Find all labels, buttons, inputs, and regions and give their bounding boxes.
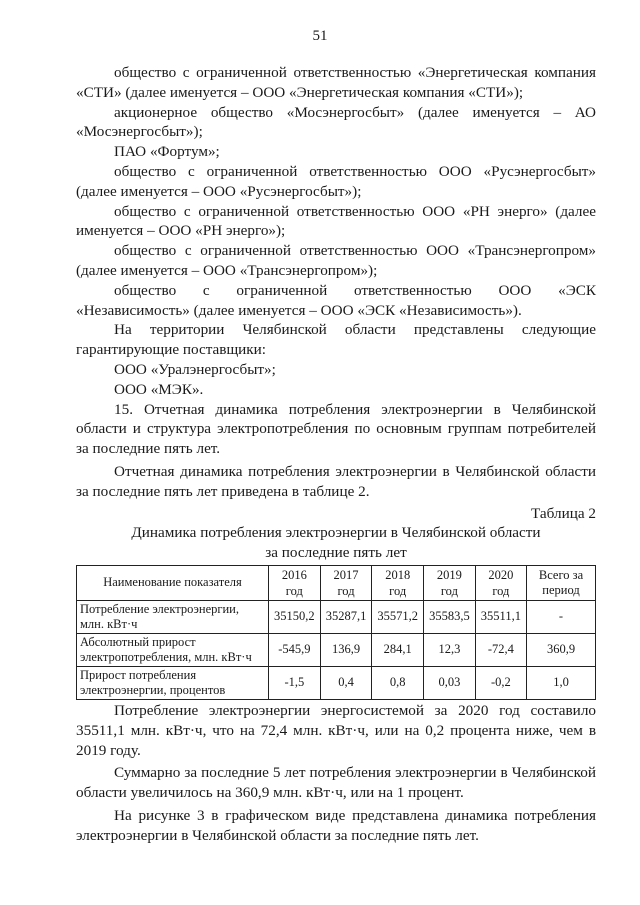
document-body xyxy=(76,63,596,846)
header-year-unit: год xyxy=(440,583,458,598)
header-year-value: 2017 xyxy=(333,567,359,582)
header-year-unit: год xyxy=(389,583,407,598)
table-header-row xyxy=(77,565,596,600)
consumption-table xyxy=(76,565,596,700)
header-year-value: 2018 xyxy=(385,567,411,582)
header-year-unit: год xyxy=(285,583,303,598)
table-cell: 35287,1 xyxy=(320,600,372,633)
paragraph: общество с ограниченной ответственностью ООО «ЭСК «Независимость» (далее именуется – ООО «ЭСК «Независимость»). xyxy=(76,281,596,319)
paragraph: Суммарно за последние 5 лет потребления электроэнергии в Челябинской области увеличилось на 360,9 млн. кВт·ч, или на 1 процент. xyxy=(76,764,596,802)
header-year-value: 2019 xyxy=(436,567,462,582)
page-number: 51 xyxy=(312,28,328,44)
table-cell: 284,1 xyxy=(372,633,424,666)
header-year-unit: год xyxy=(337,583,355,598)
table-cell: -545,9 xyxy=(269,633,321,666)
table-cell: -0,2 xyxy=(475,666,526,699)
paragraph: Потребление электроэнергии энергосистемой за 2020 год составило 35511,1 млн. кВт·ч, что на 72,4 млн. кВт·ч, или на 0,2 процента ниже, чем в 2019 году. xyxy=(76,701,596,759)
header-year xyxy=(372,565,424,600)
table-title: Динамика потребления электроэнергии в Челябинской области xyxy=(131,524,541,542)
table-cell: 35150,2 xyxy=(269,600,321,633)
paragraph: На территории Челябинской области представлены следующие гарантирующие поставщики: xyxy=(76,321,596,359)
paragraph: ПАО «Фортум»; xyxy=(114,143,220,161)
table-cell: 136,9 xyxy=(320,633,372,666)
table-cell: 0,4 xyxy=(320,666,372,699)
paragraph: ООО «МЭК». xyxy=(114,380,204,398)
table-cell: 0,8 xyxy=(372,666,424,699)
paragraph: ООО «Уралэнергосбыт»; xyxy=(114,360,276,378)
header-year xyxy=(424,565,476,600)
table-cell: 35583,5 xyxy=(424,600,476,633)
header-year-value: 2016 xyxy=(281,567,307,582)
table-cell-total: 360,9 xyxy=(527,633,596,666)
table-subtitle: за последние пять лет xyxy=(265,544,407,562)
paragraph: акционерное общество «Мосэнергосбыт» (далее именуется – АО «Мосэнергосбыт»); xyxy=(76,103,596,141)
table-cell: -1,5 xyxy=(269,666,321,699)
table-cell-total: - xyxy=(527,600,596,633)
table-row xyxy=(77,633,596,666)
table-cell-total: 1,0 xyxy=(527,666,596,699)
table-row xyxy=(77,600,596,633)
table-cell: 35511,1 xyxy=(475,600,526,633)
paragraph: общество с ограниченной ответственностью ООО «Русэнергосбыт» (далее именуется – ООО «Русэнергосбыт»); xyxy=(76,162,596,200)
header-total: Всего за период xyxy=(527,565,596,600)
paragraph: Отчетная динамика потребления электроэнергии в Челябинской области за последние пять лет приведена в таблице 2. xyxy=(76,462,596,500)
section-heading: 15. Отчетная динамика потребления электроэнергии в Челябинской области и структура электропотребления по основным группам потребителей за последние пять лет. xyxy=(76,400,596,458)
table-label: Таблица 2 xyxy=(531,504,596,522)
table-cell: 35571,2 xyxy=(372,600,424,633)
paragraph: общество с ограниченной ответственностью ООО «РН энерго» (далее именуется – ООО «РН энерго»); xyxy=(76,202,596,240)
header-year xyxy=(475,565,526,600)
header-year-unit: год xyxy=(492,583,510,598)
header-year xyxy=(320,565,372,600)
table-cell: 0,03 xyxy=(424,666,476,699)
paragraph: общество с ограниченной ответственностью «Энергетическая компания «СТИ» (далее именуется – ООО «Энергетическая компания «СТИ»); xyxy=(76,64,596,101)
header-name: Наименование показателя xyxy=(77,565,269,600)
header-year xyxy=(269,565,321,600)
paragraph: На рисунке 3 в графическом виде представлена динамика потребления электроэнергии в Челябинской области за последние пять лет. xyxy=(76,806,596,844)
row-label: Абсолютный прирост электропотребления, млн. кВт·ч xyxy=(77,633,269,666)
table-row xyxy=(77,666,596,699)
table-cell: 12,3 xyxy=(424,633,476,666)
table-cell: -72,4 xyxy=(475,633,526,666)
row-label: Потребление электроэнергии, млн. кВт·ч xyxy=(77,600,269,633)
paragraph: общество с ограниченной ответственностью ООО «Трансэнергопром» (далее именуется – ООО «Трансэнергопром»); xyxy=(76,242,596,279)
header-year-value: 2020 xyxy=(488,567,514,582)
row-label: Прирост потребления электроэнергии, процентов xyxy=(77,666,269,699)
